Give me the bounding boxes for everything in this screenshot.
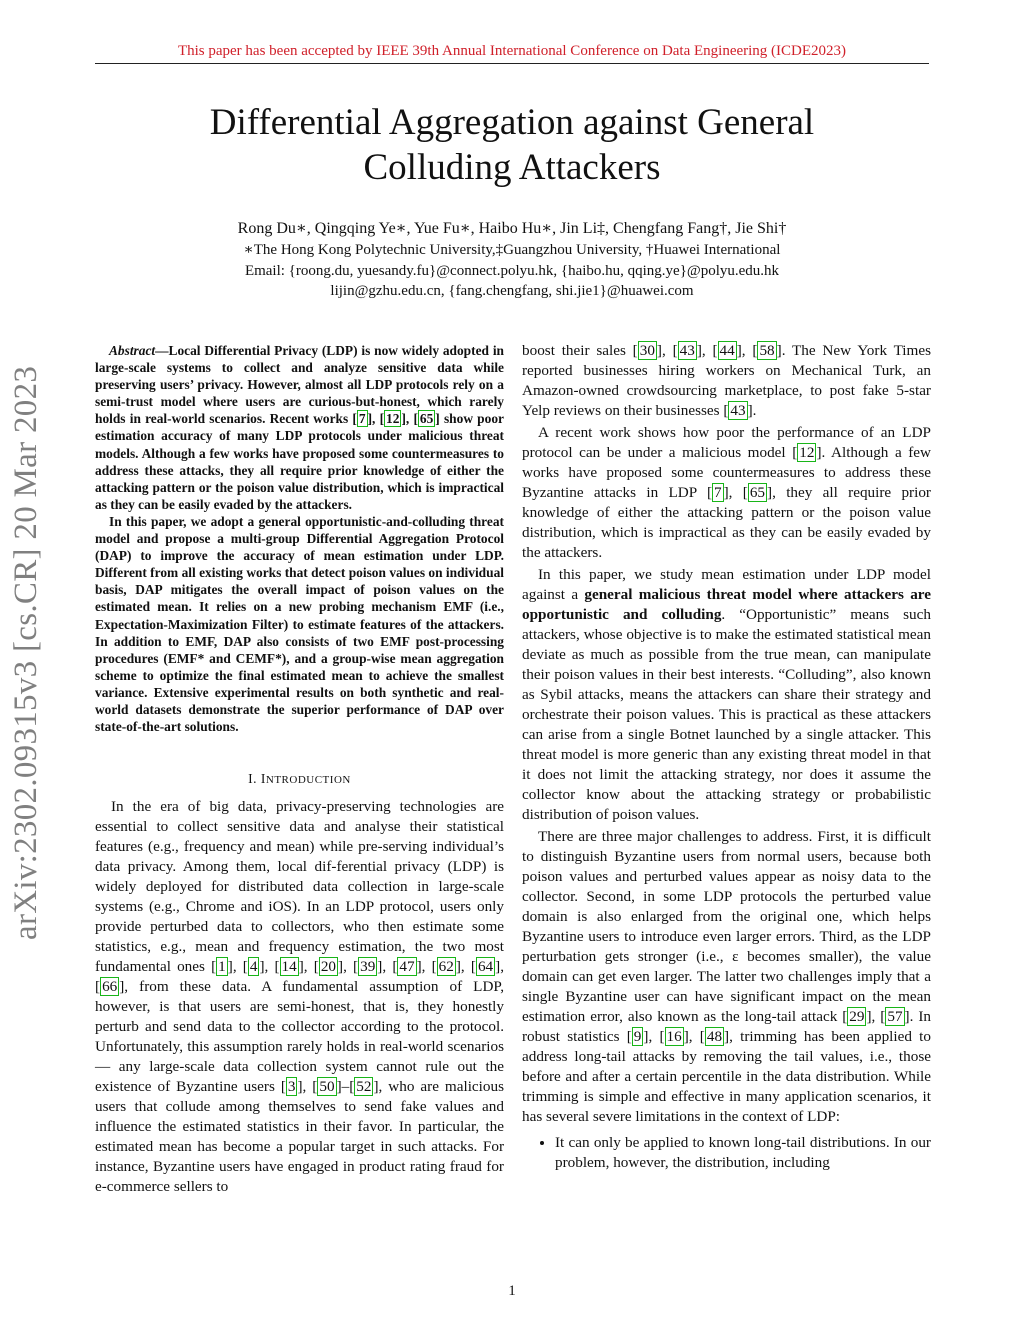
left-column — [95, 342, 504, 1197]
threat-model-emphasis: general malicious threat model where attackers are opportunistic and colluding — [522, 586, 931, 623]
section-heading-introduction: I. INTRODUCTION — [248, 771, 351, 787]
citation-link[interactable]: 58 — [759, 342, 775, 359]
citation-link[interactable]: 47 — [399, 958, 415, 976]
citation-link[interactable]: 14 — [281, 958, 297, 976]
right-paragraph-2: In this paper, we study mean estimation under LDP model against a general malicious threat model where attackers are opportunistic and colluding. “Opportunistic” means such attackers, whose objective is to make the estimated statistical mean deviate as much as possible from the true mean, can manipulate their poison values in their best interests. “Colluding”, also known as Sybil attacks, means the attackers can share their strategy and orchestrate their poison values. This is practical as these attackers can arise from a single Botnet launched by a single attacker. This threat model is more generic than any existing threat model in that it does not limit the attacking strategy, nor does it assume the collector know about the attacking strategy or probabilistic distribution of poison values. — [522, 566, 931, 823]
abstract-paragraph-1: Abstract—Local Differential Privacy (LDP) is now widely adopted in large-scale systems to collect and analyze sensitive data while preserving users’ privacy. However, almost all LDP protocols rely on a semi-trust model where users are curious-but-honest, which rarely holds in real-world scenarios. Recent works [ 7 ], [ 12 ], [ 65 ] show poor estimation accuracy of many LDP protocols under malicious threat models. Although a few works have proposed some countermeasures to address these attacks, they all require prior knowledge of either the attacking pattern or the poison value distribution, which is impractical as they can be easily evaded by the attackers. — [95, 343, 504, 512]
abstract — [95, 342, 504, 735]
citation-link[interactable]: 1 — [218, 958, 226, 976]
email-line-2: lijin@gzhu.edu.cn, {fang.chengfang, shi.jie1}@huawei.com — [330, 283, 694, 299]
abstract-label: Abstract — [109, 343, 156, 358]
email-line-1: Email: {roong.du, yuesandy.fu}@connect.polyu.hk, {haibo.hu, qqing.ye}@polyu.edu.hk — [244, 262, 780, 279]
arxiv-stamp: arXiv:2302.09315v3 [cs.CR] 20 Mar 2023 — [8, 365, 44, 940]
author-list: Rong Du∗, Qingqing Ye∗, Yue Fu∗, Haibo Hu∗, Jin Li‡, Chengfang Fang†, Jie Shi† — [237, 220, 787, 237]
right-paragraph-0: boost their sales [ 30 ], [ 43 ], [ 44 ], [ 58 ]. The New York Times reported businesses hiring workers on Mechanical Turk, an Amazon-owned crowdsourcing marketplace, to post fake 5-star Yelp reviews on their businesses [ 43 ]. — [522, 342, 931, 419]
citation-link[interactable]: 43 — [679, 342, 695, 359]
right-paragraph-1: A recent work shows how poor the performance of an LDP protocol can be under a malicious model [ 12 ]. Although a few works have proposed some countermeasures to address these Byzantine attacks in LDP [ 7 ], [ 65 ], they all require prior knowledge of either the attacking pattern or the poison value distribution, which is impractical as they can be easily evaded by the attackers. — [522, 424, 932, 561]
paper-title — [95, 100, 929, 190]
citation-link[interactable]: 43 — [730, 402, 746, 419]
citation-link[interactable]: 7 — [714, 484, 722, 501]
intro-body — [95, 797, 504, 1197]
citation-link[interactable]: 20 — [320, 958, 337, 976]
citation-link[interactable]: 7 — [358, 411, 366, 427]
affiliation-block — [95, 240, 929, 302]
abstract-paragraph-2: In this paper, we adopt a general opportunistic-and-colluding threat model and propose a multi-group Differential Aggregation Protocol (DAP) to improve the accuracy of mean estimation under LDP. Different from all existing works that detect poison values on individual basis, DAP mitigates the overall impact of poison values on the estimated mean. It relies on a new probing mechanism EMF (i.e., Expectation-Maximization Filter) to estimate features of the attackers. In addition to EMF, DAP also consists of two EMF post-processing procedures (EMF* and CEMF*), and a group-wise mean aggregation scheme to optimize the final estimated mean to achieve the smallest variance. Extensive experimental results on both synthetic and real-world datasets demonstrate the superior performance of DAP over state-of-the-art solutions. — [95, 513, 504, 735]
citation-link[interactable]: 57 — [887, 1008, 903, 1025]
citation-link[interactable]: 64 — [477, 958, 494, 976]
citation-link[interactable]: 3 — [287, 1078, 296, 1096]
list-item: • It can only be applied to known long-tail distributions. In our problem, however, the distribution, including — [555, 1133, 931, 1173]
citation-link[interactable]: 44 — [719, 342, 735, 359]
citation-link[interactable]: 4 — [249, 958, 258, 976]
right-paragraph-3: There are three major challenges to address. First, it is difficult to distinguish Byzantine users from normal users, because both poison values and perturbed values appear as noisy data to the collector. Second, in some LDP protocols the perturbed value domain is also enlarged from the original one, which helps Byzantine users to introduce even larger errors. Third, as the LDP perturbation gets stronger (i.e., ε becomes smaller), the value domain can get even larger. The latter two challenges imply that a single Byzantine user can have significant impact on the mean estimation error, also known as the long-tail attack [ 29 ], [ 57 ]. In robust statistics [ 9 ], [ 16 ], [ 48 ], trimming has been applied to address long-tail attacks by removing the tail values, i.e., those before and after a certain percentile in the data distribution. While trimming is simple and effective in many application scenarios, it has several severe limitations in the context of LDP: — [522, 828, 931, 1125]
citation-link[interactable]: 48 — [706, 1028, 723, 1045]
title-line-2: Colluding Attackers — [363, 147, 661, 188]
citation-link[interactable]: 39 — [360, 958, 376, 976]
citation-link[interactable]: 50 — [319, 1078, 335, 1096]
citation-link[interactable]: 9 — [633, 1028, 642, 1045]
citation-link[interactable]: 29 — [849, 1008, 865, 1025]
affiliations: ∗The Hong Kong Polytechnic University,‡Guangzhou University, †Huawei International — [243, 242, 781, 258]
page-number: 1 — [508, 1283, 516, 1299]
limitations-list — [522, 1133, 931, 1173]
right-column — [522, 341, 931, 1173]
citation-link[interactable]: 66 — [102, 978, 118, 996]
citation-link[interactable]: 16 — [666, 1028, 682, 1045]
citation-link[interactable]: 12 — [386, 411, 400, 427]
citation-link[interactable]: 65 — [419, 411, 434, 427]
citation-link[interactable]: 52 — [356, 1078, 372, 1096]
header-rule — [95, 63, 929, 64]
title-line-1: Differential Aggregation against General — [209, 102, 815, 143]
citation-link[interactable]: 30 — [639, 342, 655, 359]
citation-link[interactable]: 12 — [799, 444, 815, 461]
acceptance-banner: This paper has been accepted by IEEE 39th Annual International Conference on Data Engineering (ICDE2023) — [177, 43, 847, 59]
citation-link[interactable]: 65 — [749, 484, 766, 501]
citation-link[interactable]: 62 — [438, 958, 454, 976]
intro-paragraph-1: In the era of big data, privacy-preserving technologies are essential to collect sensitive data and analyse their statistical features (e.g., frequency and mean) while pre-serving individual’s data privacy. Among them, local dif-ferential privacy (LDP) is widely deployed for distributed data collection in large-scale systems (e.g., Chrome and iOS). In an LDP protocol, users only provide perturbed data to collectors, who then estimate some statistics, e.g., mean and frequency estimation, the two most fundamental ones [ 1 ], [ 4 ], [ 14 ], [ 20 ], [ 39 ], [ 47 ], [ 62 ], [ 64 ], [ 66 ], from these data. A fundamental assumption of LDP, however, is that users are semi-honest, that is, they honestly perturb and send data to the collector according to the protocol. Unfortunately, this assumption rarely holds in real-world scenarios — any large-scale data collection system cannot rule out the existence of Byzantine users [ 3 ], [ 50 ]–[ 52 ], who are malicious users that collude among themselves to send fake values and influence the estimated statistics in their favor. In particular, the estimated mean has become a popular target in such attacks. For instance, Byzantine users have engaged in product rating fraud for e-commerce sellers to — [95, 798, 504, 1196]
